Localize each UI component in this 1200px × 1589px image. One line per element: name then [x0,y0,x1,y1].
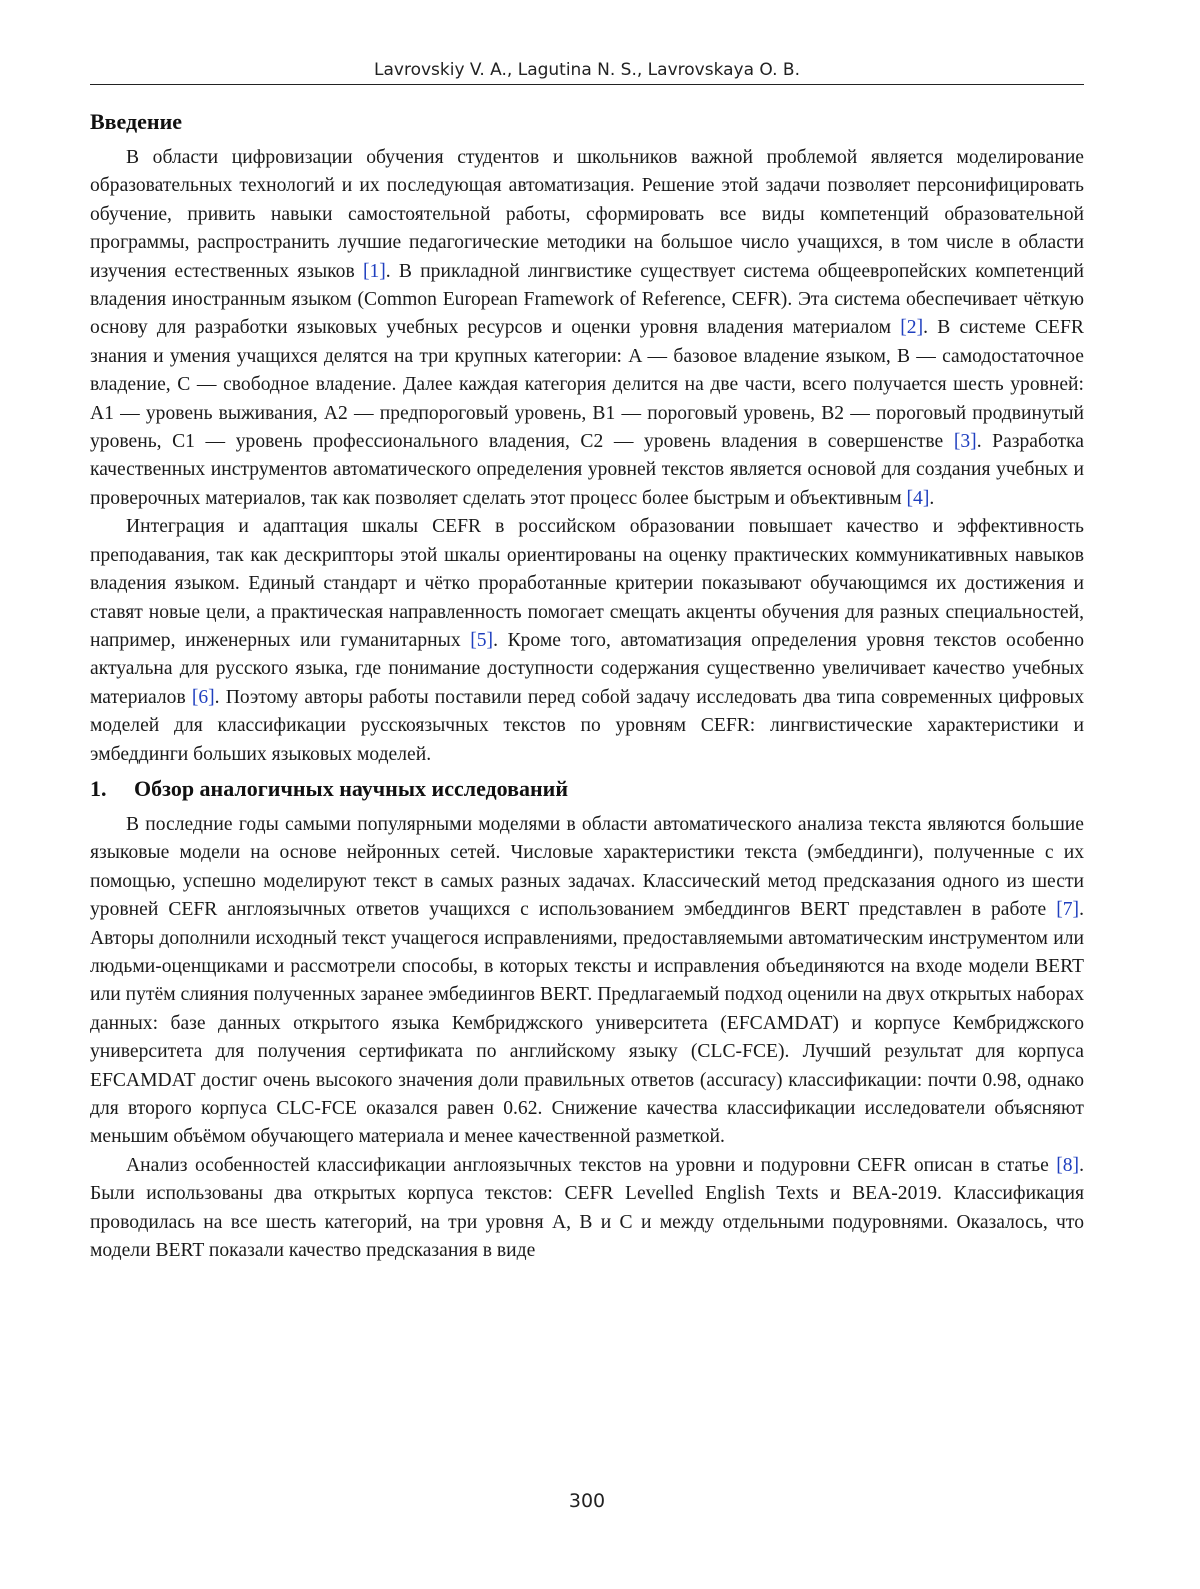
intro-paragraph-2 [90,513,1084,769]
citation-link[interactable]: [3] [953,431,977,453]
citation-link[interactable]: [1] [362,260,386,282]
citation-link[interactable]: [5] [470,629,494,651]
text-run: . В прикладной лингвистике существует система общеевропейских компетенций владения иностранным языком (Common European Framework of Reference, CEFR). Эта система обеспечивает чёткую основу для разработки языковых учебных ресурсов и оценки уровня владения материалом [90,260,1084,339]
text-run: В области цифровизации обучения студентов и школьников важной проблемой является моделирование образовательных технологий и их последующая автоматизация. Решение этой задачи позволяет персонифицировать обучение, привить навыки самостоятельной работы, сформировать все виды компетенций образовательной программы, распространить лучшие педагогические методики на большое число учащихся, в том числе в области изучения естественных языков [90,147,1084,282]
text-run: . Были использованы два открытых корпуса текстов: CEFR Levelled English Texts и BEA-2019. Классификация проводилась на все шесть категорий, на три уровня A, B и C и между отдельными подуровнями. Оказалось, что модели BERT показали качество предсказания в виде [90,1154,1084,1262]
section-number: 1. [90,775,107,801]
paper-page [90,0,1084,1589]
citation-link[interactable]: [7] [1056,899,1080,921]
article-body [90,106,1084,1265]
citation-link[interactable]: [6] [191,686,215,708]
section1-paragraph-1 [90,811,1084,1152]
section-title-related-work [90,773,1084,805]
text-run: В последние годы самыми популярными моделями в области автоматического анализа текста являются большие языковые модели на основе нейронных сетей. Числовые характеристики текста (эмбеддинги), полученные с их помощью, успешно моделируют текст в самых разных задачах. Классический метод предсказания одного из шести уровней CEFR англоязычных ответов учащихся с использованием эмбеддингов BERT представлен в работе [90,813,1084,921]
text-run: . Поэтому авторы работы поставили перед собой задачу исследовать два типа современных цифровых моделей для классификации русскоязычных текстов по уровням CEFR: лингвистические характеристики и эмбеддинги больших языковых моделей. [90,686,1084,765]
text-run: . [929,487,935,509]
citation-link[interactable]: [4] [906,487,930,509]
text-run: Анализ особенностей классификации англоязычных текстов на уровни и подуровни CEFR описан в статье [126,1154,1057,1176]
citation-link[interactable]: [8] [1056,1154,1080,1176]
running-header: Lavrovskiy V. A., Lagutina N. S., Lavrovskaya O. B. [374,60,800,80]
text-run: . В системе CEFR знания и умения учащихся делятся на три крупных категории: A — базовое владение языком, B — самодостаточное владение, C — свободное владение. Далее каждая категория делится на две части, всего получается шесть уровней: A1 — уровень выживания, A2 — предпороговый уровень, B1 — пороговый уровень, B2 — пороговый продвинутый уровень, C1 — уровень профессионального владения, C2 — уровень владения в совершенстве [90,317,1084,453]
section-title-text: Обзор аналогичных научных исследований [134,775,569,801]
intro-paragraph-1 [90,144,1084,513]
text-run: . Разработка качественных инструментов автоматического определения уровней текстов является основой для создания учебных и проверочных материалов, так как позволяет сделать этот процесс более быстрым и объективным [90,431,1084,509]
section1-paragraph-2 [90,1152,1084,1266]
header-rule [90,84,1084,85]
text-run: Интеграция и адаптация шкалы CEFR в российском образовании повышает качество и эффективность преподавания, так как дескрипторы этой шкалы ориентированы на оценку практических коммуникативных навыков владения языком. Единый стандарт и чётко проработанные критерии показывают обучающимся их достижения и ставят новые цели, а практическая направленность помогает смещать акценты обучения для разных специальностей, например, инженерных или гуманитарных [90,516,1084,651]
text-run: . Кроме того, автоматизация определения уровня текстов особенно актуальна для русского языка, где понимание доступности содержания существенно увеличивает качество учебных материалов [90,629,1085,708]
page-number: 300 [568,1490,606,1512]
citation-link[interactable]: [2] [900,317,924,339]
section-title-introduction: Введение [90,109,183,134]
text-run: . Авторы дополнили исходный текст учащегося исправлениями, предоставляемыми автоматическим инструментом или людьми-оценщиками и рассмотрели способы, в которых тексты и исправления объединяются на входе модели BERT или путём слияния полученных заранее эмбедиингов BERT. Предлагаемый подход оценили на двух открытых наборах данных: базе данных открытого языка Кембриджского университета (EFCAMDAT) и корпусе Кембриджского университета для получения сертификата по английскому языку (CLC-FCE). Лучший результат для корпуса EFCAMDAT достиг очень высокого значения доли правильных ответов (accuracy) классификации: почти 0.98, однако для второго корпуса CLC-FCE оказался равен 0.62. Снижение качества классификации исследователи объясняют меньшим объёмом обучающего материала и менее качественной разметкой. [90,899,1084,1148]
